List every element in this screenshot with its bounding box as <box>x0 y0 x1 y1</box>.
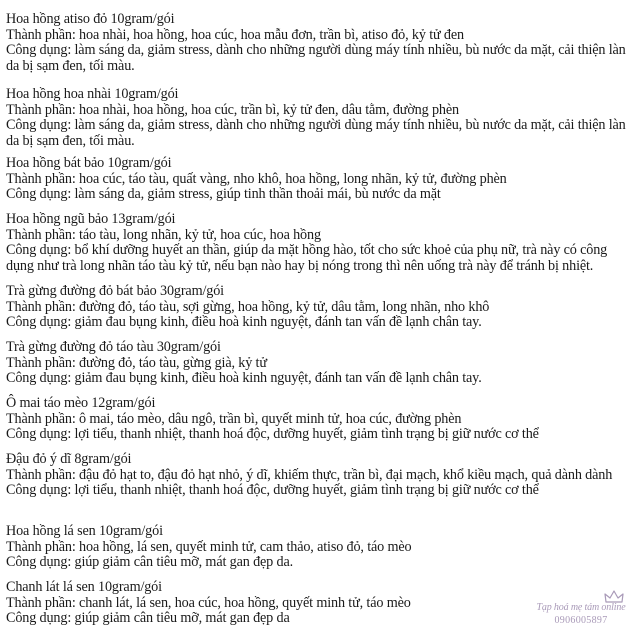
product-uses: Công dụng: giúp giảm cân tiêu mỡ, mát gan đẹp da <box>6 610 290 627</box>
watermark-phone: 0906005897 <box>554 615 608 626</box>
product-uses: Công dụng: làm sáng da, giảm stress, giúp tinh thần thoải mái, bù nước da mặt <box>6 186 441 203</box>
product-uses: Công dụng: lợi tiểu, thanh nhiệt, thanh hoá độc, dưỡng huyết, giảm tình trạng bị giữ nước cơ thể <box>6 426 539 443</box>
product-uses: Công dụng: lợi tiểu, thanh nhiệt, thanh hoá độc, dưỡng huyết, giảm tình trạng bị giữ nước cơ thể <box>6 482 539 499</box>
product-name: Hoa hồng atiso đỏ 10gram/gói <box>6 11 175 27</box>
product-entry <box>6 87 636 149</box>
product-entry <box>6 524 636 571</box>
product-uses: Công dụng: làm sáng da, giảm stress, dành cho những người dùng máy tính nhiều, bù nước da mặt, cải thiện làn da bị sạm đen, tối màu. <box>6 42 626 74</box>
product-name: Hoa hồng hoa nhài 10gram/gói <box>6 86 179 102</box>
shop-watermark <box>526 596 636 636</box>
product-name: Ô mai táo mèo 12gram/gói <box>6 395 156 411</box>
product-entry <box>6 156 636 203</box>
product-ingredients: Thành phần: hoa nhài, hoa hồng, hoa cúc, trần bì, kỷ tử đen, dâu tằm, đường phèn <box>6 101 459 118</box>
product-ingredients: Thành phần: hoa nhài, hoa hồng, hoa cúc, hoa mẫu đơn, trần bì, atiso đỏ, kỷ tử đen <box>6 26 464 43</box>
product-name: Trà gừng đường đỏ bát bảo 30gram/gói <box>6 283 224 299</box>
product-name: Trà gừng đường đỏ táo tàu 30gram/gói <box>6 339 221 355</box>
product-uses: Công dụng: giảm đau bụng kinh, điều hoà kinh nguyệt, đánh tan vấn đề lạnh chân tay. <box>6 370 482 387</box>
product-entry <box>6 396 636 443</box>
product-ingredients: Thành phần: ô mai, táo mèo, dâu ngô, trần bì, quyết minh tử, hoa cúc, đường phèn <box>6 410 462 427</box>
product-ingredients: Thành phần: táo tàu, long nhãn, kỷ tử, hoa cúc, hoa hồng <box>6 226 321 243</box>
product-uses: Công dụng: giảm đau bụng kinh, điều hoà kinh nguyệt, đánh tan vấn đề lạnh chân tay. <box>6 314 482 331</box>
product-name: Đậu đỏ ý dĩ 8gram/gói <box>6 451 132 467</box>
product-uses: Công dụng: giúp giảm cân tiêu mỡ, mát gan đẹp da. <box>6 554 293 571</box>
product-name: Hoa hồng lá sen 10gram/gói <box>6 523 163 539</box>
product-entry <box>6 452 636 499</box>
product-entry <box>6 340 636 387</box>
product-entry <box>6 12 636 74</box>
product-entry <box>6 212 636 274</box>
product-name: Chanh lát lá sen 10gram/gói <box>6 579 162 595</box>
product-entry <box>6 284 636 331</box>
product-ingredients: Thành phần: đường đỏ, táo tàu, gừng già, kỷ tử <box>6 354 267 371</box>
product-ingredients: Thành phần: đường đỏ, táo tàu, sợi gừng, hoa hồng, kỷ tử, dâu tằm, long nhãn, nho khô <box>6 298 490 315</box>
product-name: Hoa hồng ngũ bảo 13gram/gói <box>6 211 176 227</box>
product-uses: Công dụng: làm sáng da, giảm stress, dành cho những người dùng máy tính nhiều, bù nước da mặt, cải thiện làn da bị sạm đen, tối màu. <box>6 117 626 149</box>
product-ingredients: Thành phần: hoa cúc, táo tàu, quất vàng, nho khô, hoa hồng, long nhãn, kỷ tử, đường phèn <box>6 170 507 187</box>
product-name: Hoa hồng bát bảo 10gram/gói <box>6 155 172 171</box>
watermark-shop-name: Tạp hoá mẹ tám online <box>536 602 626 613</box>
product-ingredients: Thành phần: chanh lát, lá sen, hoa cúc, hoa hồng, quyết minh tử, táo mèo <box>6 594 411 611</box>
product-uses: Công dụng: bổ khí dưỡng huyết an thần, giúp da mặt hồng hào, tốt cho sức khoẻ của phụ nữ, trà này có công dụng như trà long nhãn táo tàu kỷ tử, nếu bạn nào hay bị nóng trong thì nên uống trà này để tránh bị nhiệt. <box>6 242 608 274</box>
product-ingredients: Thành phần: hoa hồng, lá sen, quyết minh tử, cam thảo, atiso đỏ, táo mèo <box>6 538 412 555</box>
product-ingredients: Thành phần: đậu đỏ hạt to, đậu đỏ hạt nhỏ, ý dĩ, khiếm thực, trần bì, đại mạch, khổ kiều mạch, quả dành dành <box>6 466 613 483</box>
